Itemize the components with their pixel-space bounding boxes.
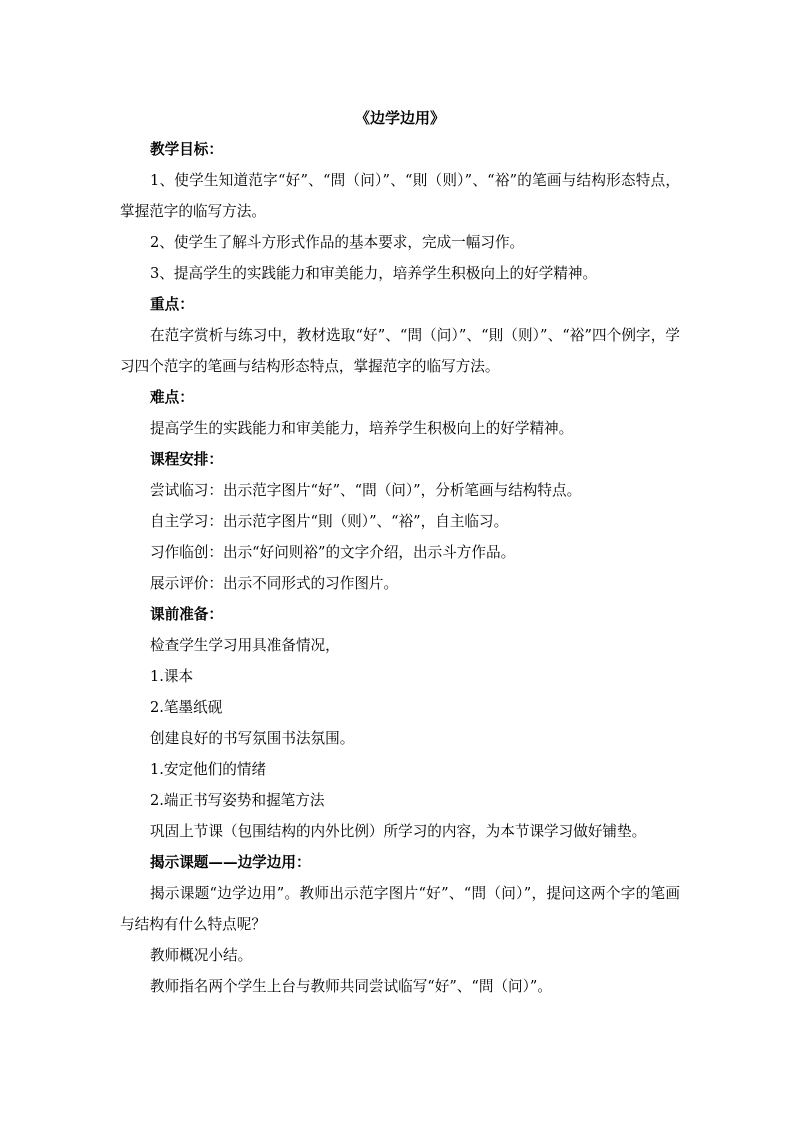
key-points-heading: 重点： [150,296,194,313]
preparation-line: 检查学生学习用具准备情况， [150,637,340,654]
reveal-paragraph: 教师指名两个学生上台与教师共同尝试临写“好”、“問（问）”。 [150,978,552,995]
reveal-paragraph: 揭示课题“边学边用”。教师出示范字图片“好”、“問（问）”，提问这两个字的笔画与结构有什么特点呢？ [120,885,680,933]
preparation-line: 2.笔墨纸砚 [150,699,223,716]
schedule-item: 习作临创：出示“好问则裕”的文字介绍，出示斗方作品。 [150,544,516,561]
difficulty-text: 提高学生的实践能力和审美能力，培养学生积极向上的好学精神。 [150,420,574,437]
preparation-heading: 课前准备： [150,606,223,623]
document-title: 《边学边用》 [354,109,445,127]
difficulty-heading: 难点： [150,389,194,406]
preparation-line: 巩固上节课（包围结构的内外比例）所学习的内容，为本节课学习做好铺垫。 [150,823,647,840]
preparation-line: 1.课本 [150,668,194,685]
reveal-paragraph: 教师概况小结。 [150,947,253,964]
preparation-line: 创建良好的书写氛围书法氛围。 [150,730,355,747]
objective-item: 1、使学生知道范字“好”、“問（问）”、“則（则）”、“裕”的笔画与结构形态特点，掌握范字的临写方法。 [120,172,680,220]
reveal-heading: 揭示课题——边学边用： [150,854,311,871]
schedule-heading: 课程安排： [150,451,223,468]
document-body [120,103,680,1002]
key-points-text: 在范字赏析与练习中，教材选取“好”、“問（问）”、“則（则）”、“裕”四个例字，学习四个范字的笔画与结构形态特点，掌握范字的临写方法。 [120,327,680,375]
schedule-item: 展示评价：出示不同形式的习作图片。 [150,575,399,592]
objectives-heading: 教学目标： [150,141,223,158]
objective-item: 3、提高学生的实践能力和审美能力，培养学生积极向上的好学精神。 [150,265,598,282]
schedule-item: 尝试临习：出示范字图片“好”、“問（问）”，分析笔画与结构特点。 [150,482,582,499]
preparation-line: 2.端正书写姿势和握笔方法 [150,792,325,809]
preparation-line: 1.安定他们的情绪 [150,761,267,778]
objective-item: 2、使学生了解斗方形式作品的基本要求，完成一幅习作。 [150,234,525,251]
schedule-item: 自主学习：出示范字图片“則（则）”、“裕”，自主临习。 [150,513,509,530]
